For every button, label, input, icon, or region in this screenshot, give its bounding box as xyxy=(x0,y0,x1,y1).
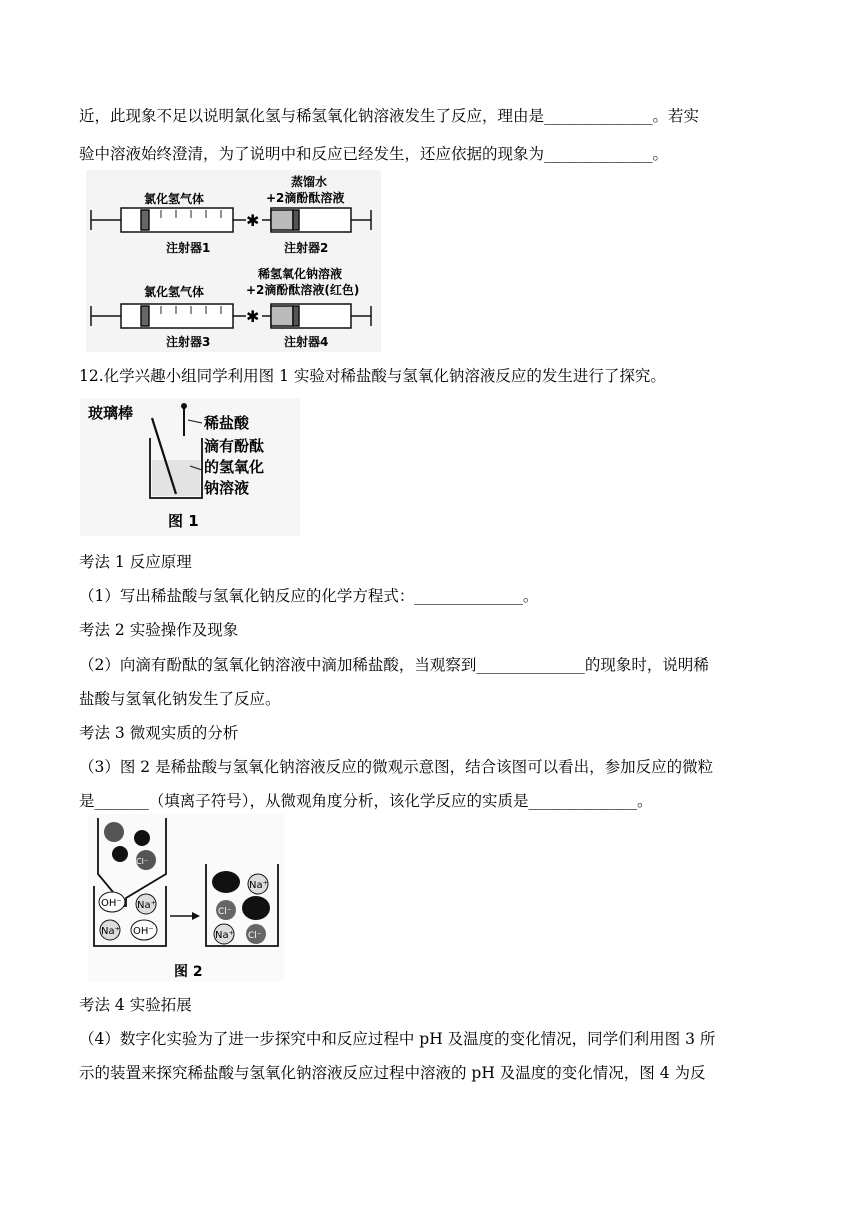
clamp-bottom: ✱ xyxy=(246,307,260,326)
bottom-liquid-label-2: +2滴酚酞溶液(红色) xyxy=(246,283,360,297)
oh-label-2: OH⁻ xyxy=(133,926,154,937)
syringe-figure xyxy=(86,170,381,352)
na-label-3: Na⁺ xyxy=(249,880,268,891)
question-4-line-2: 示的装置来探究稀盐酸与氢氧化钠溶液反应过程中溶液的 pH 及温度的变化情况，图 4 为反 xyxy=(79,1064,706,1082)
bottom-liquid-label-1: 稀氢氧化钠溶液 xyxy=(258,267,343,281)
water-molecule-2 xyxy=(242,896,270,920)
na-label-4: Na⁺ xyxy=(215,930,234,941)
bottom-gas-label: 氯化氢气体 xyxy=(144,285,205,299)
question-2-line-1: （2）向滴有酚酞的氢氧化钠溶液中滴加稀盐酸，当观察到______________的现象时，说明稀 xyxy=(79,656,709,674)
top-gas-label: 氯化氢气体 xyxy=(144,192,205,206)
oh-label-1: OH⁻ xyxy=(101,898,122,909)
section-3-title: 考法 3 微观实质的分析 xyxy=(79,724,239,742)
water-molecule-1 xyxy=(212,871,240,893)
syringe3-label: 注射器3 xyxy=(166,335,211,349)
question-4-line-1: （4）数字化实验为了进一步探究中和反应过程中 pH 及温度的变化情况，同学们利用图 3 所 xyxy=(79,1030,716,1048)
question-2-line-2: 盐酸与氢氧化钠发生了反应。 xyxy=(79,690,281,708)
cl-label-1: Cl⁻ xyxy=(218,907,232,917)
syringe2-label: 注射器2 xyxy=(284,241,329,255)
question-3-line-2: 是_______（填离子符号），从微观角度分析，该化学反应的实质是______________。 xyxy=(79,792,653,810)
paragraph-line-1: 近，此现象不足以说明氯化氢与稀氢氧化钠溶液发生了反应，理由是______________。若实 xyxy=(79,107,700,125)
paragraph-line-2: 验中溶液始终澄清，为了说明中和反应已经发生，还应依据的现象为______________。 xyxy=(79,145,669,163)
question-1: （1）写出稀盐酸与氢氧化钠反应的化学方程式：______________。 xyxy=(79,587,539,605)
na-label-2: Na⁺ xyxy=(101,926,120,937)
section-4-title: 考法 4 实验拓展 xyxy=(79,996,192,1014)
section-1-title: 考法 1 反应原理 xyxy=(79,553,192,571)
top-liquid-label-1: 蒸馏水 xyxy=(291,175,328,189)
clamp-top: ✱ xyxy=(246,211,260,230)
figure-2-caption: 图 2 xyxy=(174,964,203,980)
ion-top-2 xyxy=(134,830,150,846)
syringe4-label: 注射器4 xyxy=(284,335,329,349)
figure-1-caption: 图 1 xyxy=(168,512,199,530)
cl-top-label: Cl⁻ xyxy=(136,857,149,866)
cl-label-2: Cl⁻ xyxy=(248,931,262,941)
glass-rod-label: 玻璃棒 xyxy=(88,404,134,422)
syringe1-label: 注射器1 xyxy=(166,241,211,255)
question-3-line-1: （3）图 2 是稀盐酸与氢氧化钠溶液反应的微观示意图，结合该图可以看出，参加反应的微粒 xyxy=(79,758,714,776)
figure-2 xyxy=(88,814,284,982)
na-label-1: Na⁺ xyxy=(137,900,156,911)
top-liquid-label-2: +2滴酚酞溶液 xyxy=(266,191,345,205)
figure-1 xyxy=(80,398,300,536)
base-label-3: 钠溶液 xyxy=(204,479,250,497)
base-label-2: 的氢氧化 xyxy=(204,458,265,476)
question-12-intro: 12.化学兴趣小组同学利用图 1 实验对稀盐酸与氢氧化钠溶液反应的发生进行了探究。 xyxy=(79,367,666,385)
ion-top-3 xyxy=(112,846,128,862)
section-2-title: 考法 2 实验操作及现象 xyxy=(79,621,239,639)
acid-label: 稀盐酸 xyxy=(204,414,250,432)
base-label-1: 滴有酚酞 xyxy=(204,437,265,455)
ion-top-1 xyxy=(104,822,124,842)
